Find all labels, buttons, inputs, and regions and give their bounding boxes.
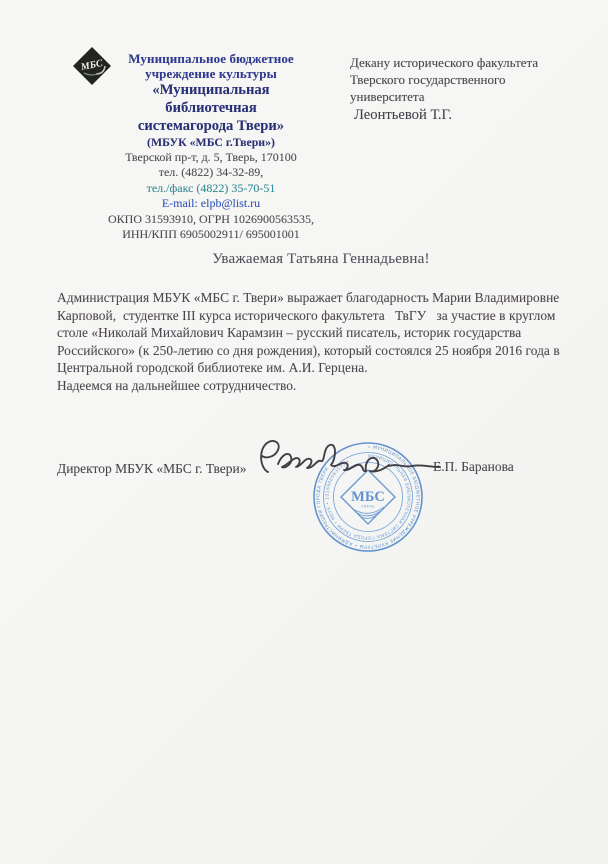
letter-body: [57, 289, 562, 377]
org-abbr: (МБУК «МБС г.Твери»): [147, 135, 275, 149]
closing-line: Надеемся на дальнейшее сотрудничество.: [57, 378, 297, 393]
org-inn-kpp: ИНН/КПП 6905002911/ 695001001: [122, 227, 300, 241]
body-line: столе «Николай Михайлович Карамзин – русский писатель, историк государства: [57, 325, 522, 341]
body-line: Центральной городской библиотеке им. А.И. Герцена.: [57, 360, 368, 376]
stamp-outer-ring-text: • МУНИЦИПАЛЬНОЕ БЮДЖЕТНОЕ УЧРЕЖДЕНИЕ КУЛЬТУРЫ • АДМИНИСТРАЦИИ ГОРОДА ТВЕРИ: [316, 445, 420, 549]
org-phone: тел. (4822) 34-32-89,: [158, 165, 264, 179]
org-phone-fax: тел./факс (4822) 35-70-51: [146, 180, 276, 195]
stamp-inner-ring-text: МУНИЦИПАЛЬНАЯ БИБЛИОТЕЧНАЯ СИСТЕМА ГОРОДА ТВЕРИ • МБУК • 1026900563535 •: [325, 454, 411, 540]
org-okpo-ogrn: ОКПО 31593910, ОГРН 1026900563535,: [108, 211, 314, 226]
stamp-center-subtext: ТВЕРЬ: [360, 504, 376, 509]
body-line: Карповой, студентке III курса исторического факультета ТвГУ за участие в круглом: [57, 307, 556, 323]
stamp-center-text: МБС: [351, 489, 385, 505]
logo-text: МБС: [80, 57, 104, 74]
org-name-2: системагорода Твери»: [137, 118, 285, 134]
body-line: Российского» (к 250-летию со дня рождения), который состоялся 25 ноября 2016 года в: [57, 342, 560, 358]
signature-typed-name: Е.П. Баранова: [433, 459, 514, 474]
org-address: Тверской пр-т, д. 5, Тверь, 170100: [125, 149, 297, 164]
addressee-line-3: университета: [350, 89, 425, 105]
letterhead-org-block: [106, 52, 316, 243]
org-email: E-mail: elpb@list.ru: [161, 196, 261, 210]
salutation: Уважаемая Татьяна Геннадьевна!: [212, 251, 430, 267]
body-line: Администрация МБУК «МБС г. Твери» выражает благодарность Марии Владимировне: [57, 290, 560, 305]
signature-title: Директор МБУК «МБС г. Твери»: [57, 461, 247, 476]
org-line-2: учреждение культуры: [145, 65, 277, 81]
addressee-line-1: Декану исторического факультета: [350, 55, 539, 70]
addressee-block: [350, 54, 590, 124]
org-name-1: «Муниципальная библиотечная: [152, 82, 270, 116]
handwritten-signature: [252, 434, 448, 484]
addressee-line-2: Тверского государственного: [350, 72, 506, 88]
addressee-person: Леонтьевой Т.Г.: [354, 106, 452, 123]
org-line-1: Муниципальное бюджетное: [128, 51, 294, 66]
